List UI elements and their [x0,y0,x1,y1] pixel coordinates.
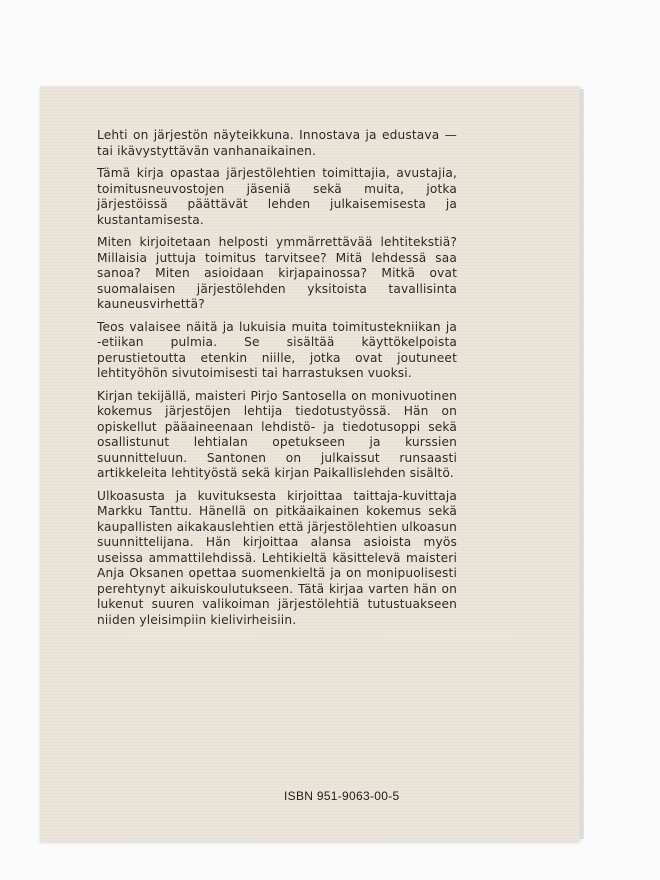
blurb-paragraph: Miten kirjoitetaan helposti ymmärrettävää lehtitekstiä? Millaisia juttuja toimitus tarvitsee? Mitä lehdessä saa sanoa? Miten asioidaan kirjapainossa? Mitkä ovat suomalaisen järjestölehden yksitoista tavallisinta kauneusvirhettä? [97,235,457,311]
blurb-paragraph: Teos valaisee näitä ja lukuisia muita toimitustekniikan ja -etiikan pulmia. Se sisältää käyttökelpoista perustietoutta etenkin niille, jotka ovat joutuneet lehtityöhön sivutoimisesti tai harrastuksen vuoksi. [97,319,457,380]
blurb-paragraph: Tämä kirja opastaa järjestölehtien toimittajia, avustajia, toimitusneuvostojen jäseniä sekä muita, jotka järjestöissä päättävät lehden julkaisemisesta ja kustantamisesta. [97,166,457,227]
blurb-paragraph: Ulkoasusta ja kuvituksesta kirjoittaa taittaja-kuvittaja Markku Tanttu. Hänellä on pitkäaikainen kokemus sekä kaupallisten aikakauslehtien että järjestölehtien ulkoasun suunnittelijana. Hän kirjoittaa alansa asioista myös useissa ammattilehdissä. Lehtikieltä käsittelevä maisteri Anja Oksanen opettaa suomenkieltä ja on monipuolisesti perehtynyt aikuiskoulutukseen. Tätä kirjaa varten hän on lukenut suuren valikoiman järjestölehtiä tutustuakseen niiden yleisimpiin kielivirheisiin. [97,488,457,627]
isbn-number: ISBN 951-9063-00-5 [284,789,400,803]
book-back-cover [40,86,580,842]
book-page-edge [580,89,584,839]
blurb-paragraph: Kirjan tekijällä, maisteri Pirjo Santosella on monivuotinen kokemus järjestöjen lehtija tiedotustyössä. Hän on opiskellut pääaineenaan lehdistö- ja tiedotusoppi sekä osallistunut lehtialan opetukseen ja kurssien suunnitteluun. Santonen on julkaissut runsaasti artikkeleita lehtityöstä sekä kirjan Paikallislehden sisältö. [97,388,457,480]
blurb-paragraph: Lehti on järjestön näyteikkuna. Innostava ja edustava — tai ikävystyttävän vanhanaikainen. [97,128,457,158]
blurb-text [97,128,457,635]
